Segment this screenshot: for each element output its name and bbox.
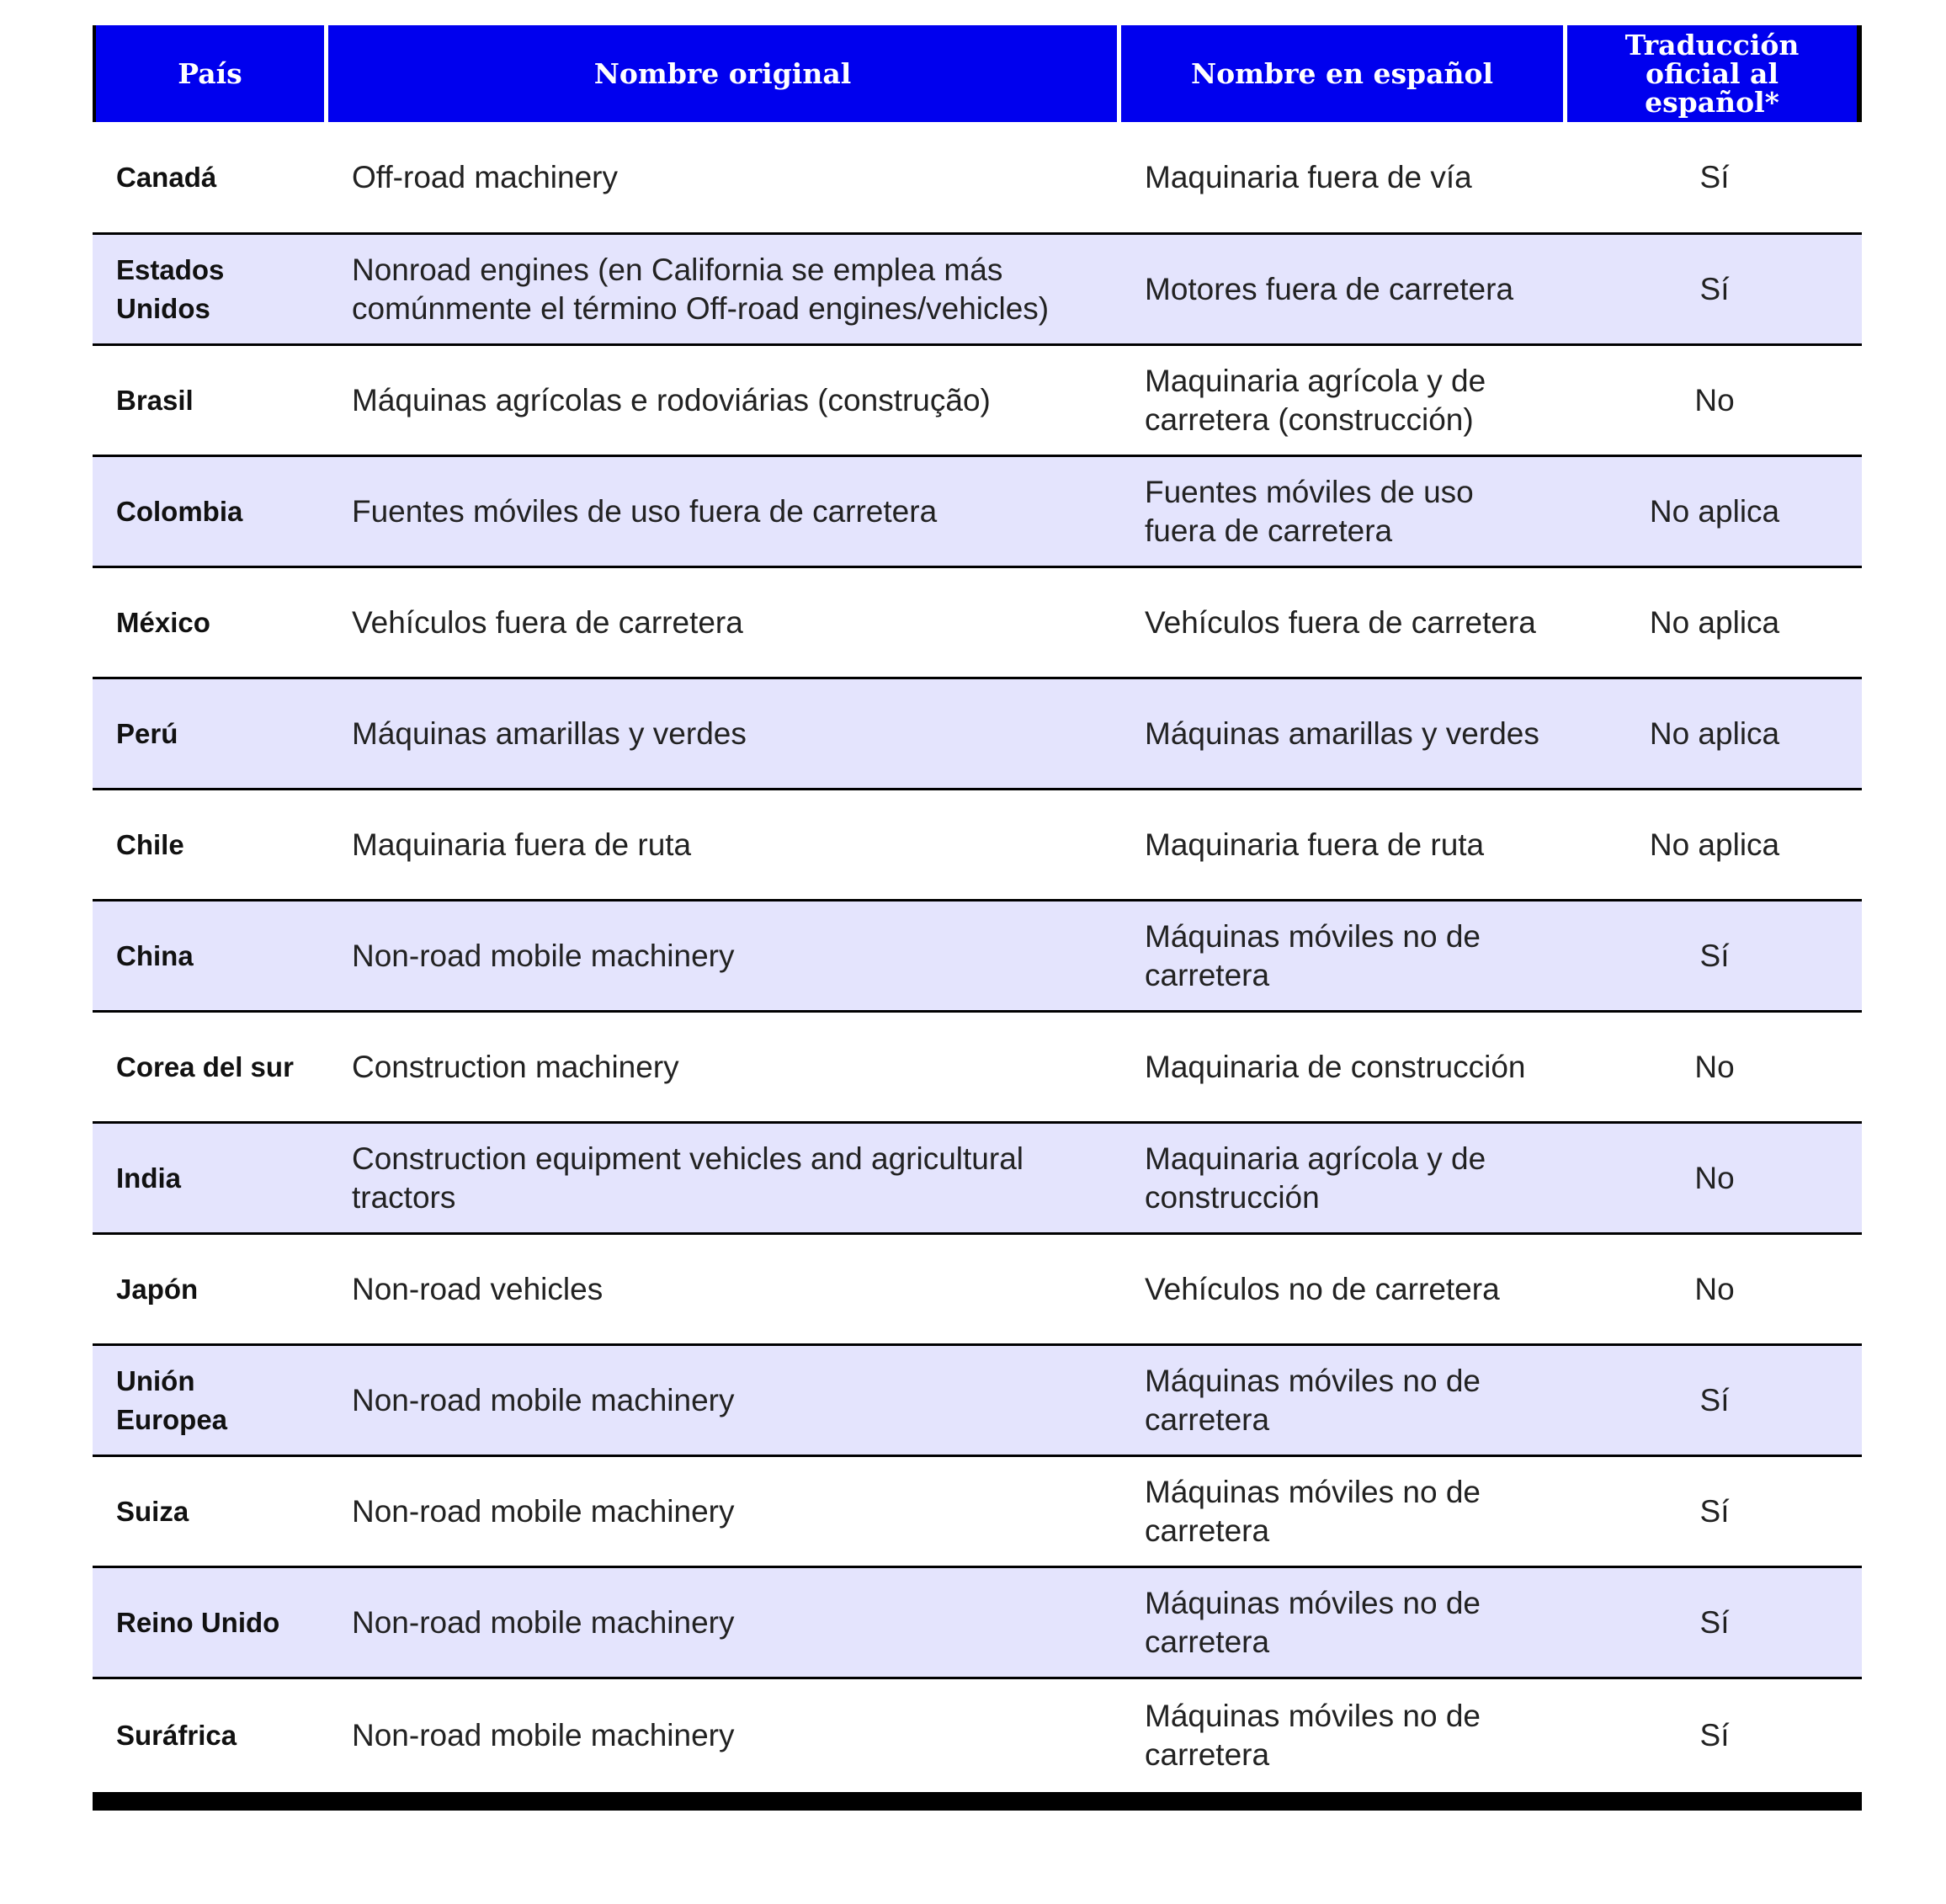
cell-country: Chile — [93, 790, 328, 901]
header-nombre-espanol: Nombre en español — [1121, 25, 1567, 122]
cell-official-translation: No — [1567, 1124, 1862, 1235]
table-row — [93, 1457, 1862, 1568]
cell-spanish-name: Maquinaria agrícola y de carretera (construcción) — [1121, 346, 1567, 457]
header-nombre-original: Nombre original — [328, 25, 1121, 122]
table-header — [93, 25, 1862, 122]
cell-country: India — [93, 1124, 328, 1235]
cell-original-name: Vehículos fuera de carretera — [328, 568, 1121, 679]
cell-original-name: Non-road mobile machinery — [328, 1679, 1121, 1811]
cell-official-translation: Sí — [1567, 1568, 1862, 1679]
cell-original-name: Non-road mobile machinery — [328, 1457, 1121, 1568]
table-row — [93, 1235, 1862, 1346]
cell-original-name: Non-road mobile machinery — [328, 901, 1121, 1013]
names-comparison-table — [93, 25, 1862, 1811]
table-row — [93, 1679, 1862, 1811]
cell-spanish-name: Motores fuera de carretera — [1121, 235, 1567, 346]
cell-country: Suiza — [93, 1457, 328, 1568]
header-row — [93, 25, 1862, 122]
cell-country: México — [93, 568, 328, 679]
header-traduccion-oficial: Traducción oficial al español* — [1567, 25, 1862, 122]
table-row — [93, 235, 1862, 346]
cell-country: Suráfrica — [93, 1679, 328, 1811]
cell-country: China — [93, 901, 328, 1013]
cell-original-name: Fuentes móviles de uso fuera de carretera — [328, 457, 1121, 568]
cell-original-name: Non-road vehicles — [328, 1235, 1121, 1346]
cell-country: Corea del sur — [93, 1013, 328, 1124]
cell-original-name: Máquinas amarillas y verdes — [328, 679, 1121, 790]
cell-official-translation: No aplica — [1567, 568, 1862, 679]
cell-spanish-name: Maquinaria agrícola y de construcción — [1121, 1124, 1567, 1235]
cell-original-name: Nonroad engines (en California se emplea más comúnmente el término Off-road engines/vehicles) — [328, 235, 1121, 346]
table-row — [93, 1346, 1862, 1457]
cell-spanish-name: Maquinaria fuera de ruta — [1121, 790, 1567, 901]
cell-official-translation: Sí — [1567, 235, 1862, 346]
table-row — [93, 1013, 1862, 1124]
cell-country: Brasil — [93, 346, 328, 457]
cell-official-translation: Sí — [1567, 1457, 1862, 1568]
cell-country: Reino Unido — [93, 1568, 328, 1679]
cell-country: Perú — [93, 679, 328, 790]
table-row — [93, 568, 1862, 679]
cell-original-name: Non-road mobile machinery — [328, 1346, 1121, 1457]
cell-official-translation: No aplica — [1567, 679, 1862, 790]
table-row — [93, 457, 1862, 568]
cell-official-translation: No — [1567, 1235, 1862, 1346]
cell-spanish-name: Máquinas móviles no de carretera — [1121, 1568, 1567, 1679]
cell-original-name: Construction equipment vehicles and agricultural tractors — [328, 1124, 1121, 1235]
cell-spanish-name: Máquinas móviles no de carretera — [1121, 1346, 1567, 1457]
cell-original-name: Non-road mobile machinery — [328, 1568, 1121, 1679]
cell-country: Unión Europea — [93, 1346, 328, 1457]
cell-spanish-name: Vehículos no de carretera — [1121, 1235, 1567, 1346]
cell-spanish-name: Máquinas móviles no de carretera — [1121, 1457, 1567, 1568]
table-row — [93, 1124, 1862, 1235]
cell-spanish-name: Vehículos fuera de carretera — [1121, 568, 1567, 679]
cell-spanish-name: Máquinas móviles no de carretera — [1121, 1679, 1567, 1811]
table-row — [93, 901, 1862, 1013]
table-row — [93, 790, 1862, 901]
cell-spanish-name: Maquinaria fuera de vía — [1121, 122, 1567, 235]
cell-spanish-name: Máquinas amarillas y verdes — [1121, 679, 1567, 790]
table-body — [93, 122, 1862, 1811]
cell-original-name: Máquinas agrícolas e rodoviárias (construção) — [328, 346, 1121, 457]
table-row — [93, 679, 1862, 790]
header-pais: País — [93, 25, 328, 122]
cell-official-translation: No — [1567, 346, 1862, 457]
cell-original-name: Construction machinery — [328, 1013, 1121, 1124]
table-row — [93, 122, 1862, 235]
cell-country: Colombia — [93, 457, 328, 568]
table-row — [93, 1568, 1862, 1679]
cell-spanish-name: Fuentes móviles de uso fuera de carretera — [1121, 457, 1567, 568]
cell-original-name: Maquinaria fuera de ruta — [328, 790, 1121, 901]
cell-original-name: Off-road machinery — [328, 122, 1121, 235]
cell-official-translation: Sí — [1567, 1679, 1862, 1811]
cell-official-translation: Sí — [1567, 901, 1862, 1013]
cell-spanish-name: Máquinas móviles no de carretera — [1121, 901, 1567, 1013]
cell-official-translation: No aplica — [1567, 457, 1862, 568]
cell-official-translation: Sí — [1567, 122, 1862, 235]
cell-country: Canadá — [93, 122, 328, 235]
cell-country: Estados Unidos — [93, 235, 328, 346]
cell-country: Japón — [93, 1235, 328, 1346]
cell-spanish-name: Maquinaria de construcción — [1121, 1013, 1567, 1124]
cell-official-translation: No aplica — [1567, 790, 1862, 901]
cell-official-translation: Sí — [1567, 1346, 1862, 1457]
table-row — [93, 346, 1862, 457]
cell-official-translation: No — [1567, 1013, 1862, 1124]
